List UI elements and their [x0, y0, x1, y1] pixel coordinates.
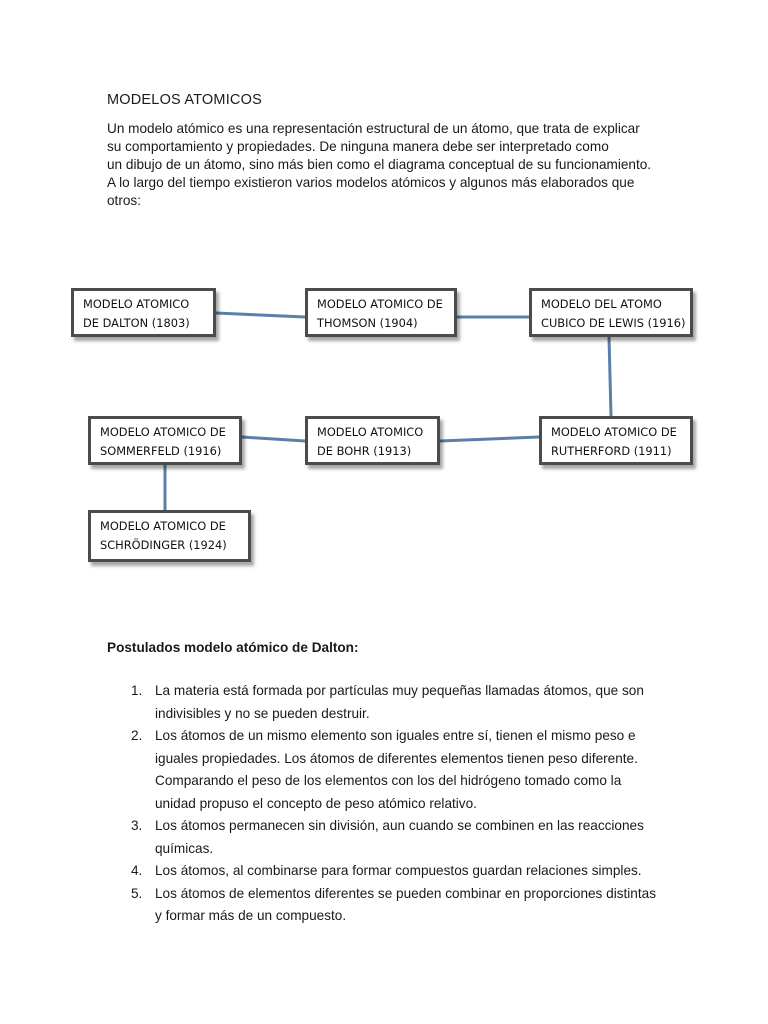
box-label: MODELO ATOMICO DE [551, 425, 677, 439]
box-label: DE DALTON (1803) [83, 316, 190, 330]
box-label: THOMSON (1904) [317, 316, 418, 330]
box-label: MODELO ATOMICO [83, 297, 190, 311]
list-item [131, 680, 691, 725]
box-label: MODELO ATOMICO DE [100, 519, 226, 533]
list-number: 2. [131, 728, 143, 743]
box-label: MODELO ATOMICO [317, 425, 424, 439]
connector-dalton-thomson [216, 313, 305, 317]
list-item-line: químicas. [155, 840, 214, 856]
box-schrodinger [88, 510, 251, 562]
postulados-list [131, 680, 691, 928]
list-item [131, 883, 691, 928]
box-dalton [71, 288, 216, 337]
intro-line: Un modelo atómico es una representación estructural de un átomo, que trata de explicar [107, 121, 640, 136]
list-item-line: unidad propuso el concepto de peso atómico relativo. [155, 795, 477, 811]
intro-line: su comportamiento y propiedades. De ninguna manera debe ser interpretado como [107, 139, 609, 154]
box-label: SCHRÖDINGER (1924) [100, 538, 227, 552]
postulados-heading: Postulados modelo atómico de Dalton: [107, 640, 359, 655]
box-rutherford [539, 416, 693, 465]
list-number: 3. [131, 818, 143, 833]
box-label: CUBICO DE LEWIS (1916) [541, 316, 686, 330]
list-item [131, 815, 691, 860]
list-item-line: Los átomos de un mismo elemento son iguales entre sí, tienen el mismo peso e [155, 728, 636, 743]
list-number: 1. [131, 683, 143, 698]
box-label: MODELO ATOMICO DE [100, 425, 226, 439]
list-item-line: La materia está formada por partículas muy pequeñas llamadas átomos, que son [155, 683, 644, 698]
box-label: SOMMERFELD (1916) [100, 444, 222, 458]
box-label: RUTHERFORD (1911) [551, 444, 672, 458]
list-item-line: Comparando el peso de los elementos con los del hidrógeno tomado como la [155, 773, 622, 788]
box-label: MODELO ATOMICO DE [317, 297, 443, 311]
connector-lewis-rutherford [609, 337, 611, 416]
box-sommerfeld [88, 416, 242, 465]
list-number: 4. [131, 863, 143, 878]
list-item [131, 860, 691, 883]
intro-line: otros: [107, 193, 141, 208]
list-item-line: Los átomos permanecen sin división, aun cuando se combinen en las reacciones [155, 818, 644, 833]
intro-line: un dibujo de un átomo, sino más bien como el diagrama conceptual de su funcionamiento. [107, 157, 652, 172]
list-item-line: y formar más de un compuesto. [155, 908, 347, 923]
list-number: 5. [131, 885, 143, 901]
box-thomson [305, 288, 457, 337]
box-bohr [305, 416, 440, 465]
list-item-line: Los átomos, al combinarse para formar compuestos guardan relaciones simples. [155, 863, 642, 878]
intro-line: A lo largo del tiempo existieron varios modelos atómicos y algunos más elaborados que [107, 175, 635, 190]
list-item [131, 725, 691, 815]
list-item-line: Los átomos de elementos diferentes se pueden combinar en proporciones distintas [155, 885, 657, 901]
box-lewis [529, 288, 693, 337]
box-label: DE BOHR (1913) [317, 444, 412, 458]
connector-bohr-sommerfeld [242, 437, 305, 441]
page-title: MODELOS ATOMICOS [107, 92, 262, 108]
list-item-line: indivisibles y no se pueden destruir. [155, 705, 370, 721]
box-label: MODELO DEL ATOMO [541, 297, 662, 311]
connector-rutherford-bohr [440, 437, 539, 441]
list-item-line: iguales propiedades. Los átomos de diferentes elementos tienen peso diferente. [155, 750, 638, 766]
